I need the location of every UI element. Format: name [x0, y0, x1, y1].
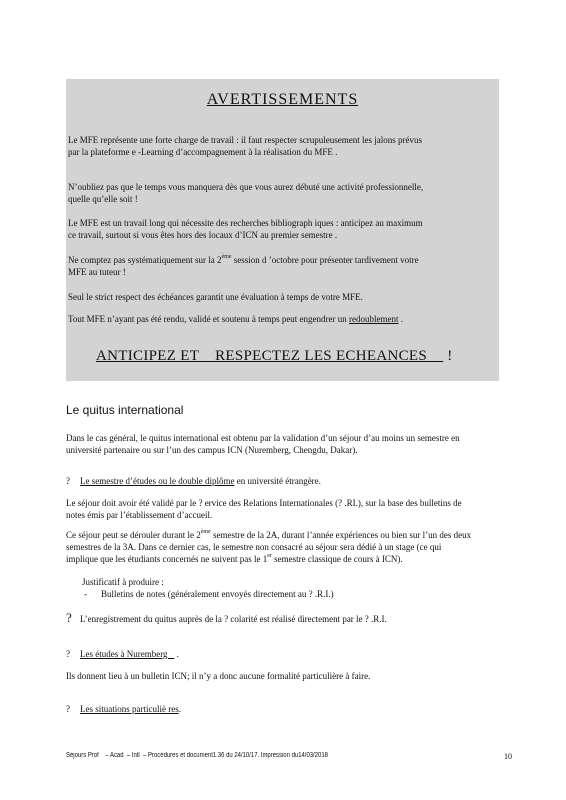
- quitus-paragraph-periode: [66, 529, 506, 565]
- text-span: L’enregistrement du quitus auprès de la ? colarité est réalisé directement par le ? .R.I.: [80, 614, 387, 624]
- text-span: Bulletins de notes (généralement envoyés directement au ? .R.I.): [101, 589, 334, 599]
- section-title-quitus: Le quitus international: [66, 403, 184, 417]
- text-line: par la plateforme e -Learning d’accompagnement à la réalisation du MFE .: [68, 147, 338, 157]
- superscript: ème: [200, 529, 211, 535]
- warning-paragraph-2: [68, 181, 493, 205]
- exclamation: !: [443, 348, 453, 364]
- text-span: .: [178, 704, 181, 714]
- text-span: en université étrangère.: [234, 476, 321, 486]
- text-line: université partenaire ou sur l’un des campus ICN (Nuremberg, Chengdu, Dakar).: [66, 445, 358, 455]
- semestre-etudes-heading: Le semestre d’études ou le double diplôme: [80, 476, 235, 486]
- nuremberg-heading: Les études à Nuremberg: [80, 649, 175, 659]
- superscript: ème: [221, 254, 232, 260]
- bullet-semestre-etudes: [66, 475, 321, 487]
- text-span: .: [174, 649, 179, 659]
- warning-footer: [96, 348, 453, 365]
- bullet-icon: ?: [66, 649, 70, 659]
- text-span: session d ’octobre pour présenter tardivement votre: [233, 255, 419, 265]
- text-line: Le MFE représente une forte charge de travail : il faut respecter scrupuleusement les jalons prévus: [68, 135, 422, 145]
- text-span: .: [398, 314, 404, 324]
- anticipate-heading: ANTICIPEZ ET RESPECTEZ LES ECHEANCES: [96, 348, 444, 364]
- text-line: Le MFE est un travail long qui nécessite des recherches bibliograph iques : anticipez au maximum: [68, 218, 423, 228]
- justificatif-item: [84, 588, 524, 600]
- warning-paragraph-4: [68, 254, 493, 278]
- quitus-intro: [66, 432, 506, 456]
- text-span: Ne comptez pas systématiquement sur la 2: [68, 255, 222, 265]
- redoublement-link: redoublement: [349, 314, 399, 324]
- nuremberg-paragraph: Ils donnent lieu à un bulletin ICN; il n’y a donc aucune formalité particulière à faire.: [66, 671, 371, 681]
- text-line: Le séjour doit avoir été validé par le ? ervice des Relations Internationales (? .RI.), sur la base des bulletins de: [66, 498, 462, 508]
- text-line: notes émis par l’établissement d’accueil.: [66, 510, 213, 520]
- page-number: 10: [504, 752, 512, 761]
- warning-box: [66, 79, 499, 381]
- text-span: implique que les étudiants concernés ne suivent pas le 1: [66, 554, 268, 564]
- bullet-icon: ?: [66, 476, 70, 486]
- dash: -: [84, 589, 87, 599]
- bullet-icon: ?: [66, 704, 70, 714]
- bullet-icon: ?: [66, 610, 72, 625]
- warning-title: AVERTISSEMENTS: [206, 91, 359, 108]
- text-line: [68, 254, 493, 266]
- text-line: Dans le cas général, le quitus international est obtenu par la validation d’un séjour d’au moins un semestre en: [66, 433, 460, 443]
- warning-paragraph-6: [68, 313, 493, 325]
- text-span: Tout MFE n’ayant pas été rendu, validé et soutenu à temps peut engendrer un: [68, 314, 347, 324]
- bullet-situations: [66, 703, 181, 715]
- warning-paragraph-3: [68, 217, 493, 241]
- warning-paragraph-1: [68, 134, 493, 158]
- text-span: Ce séjour peut se dérouler durant le 2: [66, 530, 201, 540]
- text-span: semestre de la 2A, durant l’année expériences ou bien sur l’un des deux: [210, 530, 472, 540]
- warning-paragraph-5: Seul le strict respect des échéances garantit une évaluation à temps de votre MFE.: [68, 292, 363, 302]
- page-footer: Séjours Prof – Acad – Intl – Procédures et document1.36 du 24/10/17. Impression du14/03/2018: [66, 752, 328, 759]
- bullet-nuremberg: [66, 648, 179, 660]
- superscript: er: [267, 553, 272, 559]
- text-line: [66, 553, 506, 565]
- text-line: quelle qu’elle soit !: [68, 194, 138, 204]
- quitus-paragraph-validation: [66, 497, 506, 521]
- text-line: ce travail, surtout si vous êtes hors des locaux d’ICN au premier semestre .: [68, 230, 338, 240]
- situations-heading: Les situations particuliè res: [80, 704, 179, 714]
- bullet-enregistrement: [66, 612, 387, 625]
- text-span: semestre classique de cours à ICN).: [271, 554, 403, 564]
- text-line: semestres de la 3A. Dans ce dernier cas, le semestre non consacré au séjour sera dédié à un stage (ce qui: [66, 542, 442, 552]
- justificatif-title: Justificatif à produire :: [82, 577, 164, 587]
- text-line: [66, 529, 506, 541]
- text-line: MFE au tuteur !: [68, 267, 126, 277]
- text-line: N’oubliez pas que le temps vous manquera dès que vous aurez débuté une activité professionnelle,: [68, 182, 424, 192]
